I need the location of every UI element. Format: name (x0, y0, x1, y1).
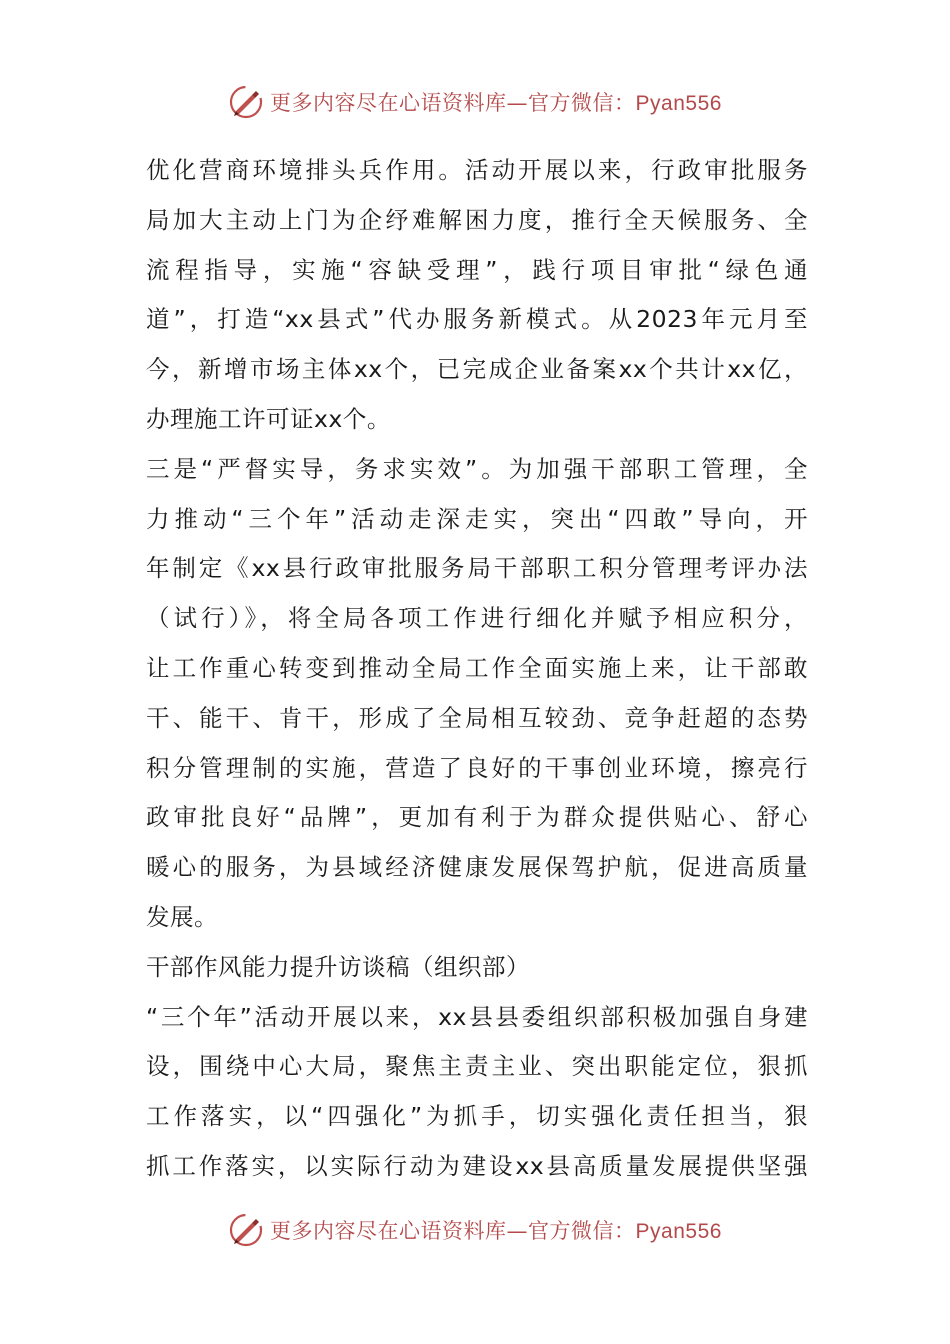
text-line: 发展。 (146, 902, 218, 931)
text-line: 今，新增市场主体xx个，已完成企业备案xx个共计xx亿， (146, 355, 808, 384)
watermark-handle: Pyan556 (635, 92, 722, 115)
text-line: “三个年”活动开展以来，xx县县委组织部积极加强自身建 (146, 1002, 808, 1031)
paragraph-2 (146, 445, 808, 943)
text-line: 优化营商环境排头兵作用。活动开展以来，行政审批服务 (146, 156, 808, 184)
pen-logo-icon (228, 84, 264, 120)
text-line: 办理施工许可证xx个。 (146, 404, 391, 433)
text-line: 道”，打造“xx县式”代办服务新模式。从2023年元月至 (146, 305, 808, 334)
paragraph-3 (146, 993, 808, 1192)
document-body (146, 146, 808, 1192)
text-line: 三是“严督实导，务求实效”。为加强干部职工管理，全 (146, 454, 808, 483)
section-heading: 干部作风能力提升访谈稿（组织部） (146, 952, 530, 981)
text-line: 暖心的服务，为县域经济健康发展保驾护航，促进高质量 (146, 853, 808, 882)
watermark-text: 更多内容尽在心语资料库—官方微信：Pyan556 (270, 1219, 722, 1243)
text-line: 局加大主动上门为企纾难解困力度，推行全天候服务、全 (146, 205, 808, 234)
text-line: 政审批良好“品牌”，更加有利于为群众提供贴心、舒心 (146, 803, 808, 832)
watermark-banner-bottom (0, 1208, 950, 1252)
watermark-handle: Pyan556 (635, 1220, 722, 1243)
text-line: 积分管理制的实施，营造了良好的干事创业环境，擦亮行 (146, 753, 808, 782)
pen-logo-icon (228, 1212, 264, 1248)
paragraph-1 (146, 146, 808, 445)
watermark-banner-top (0, 80, 950, 124)
text-line: 让工作重心转变到推动全局工作全面实施上来，让干部敢 (146, 653, 808, 682)
watermark-text: 更多内容尽在心语资料库—官方微信：Pyan556 (270, 91, 722, 115)
text-line: 流程指导，实施“容缺受理”，践行项目审批“绿色通 (146, 255, 808, 284)
text-line: 工作落实，以“四强化”为抓手，切实强化责任担当，狠 (146, 1102, 808, 1131)
text-line: （试行）》，将全局各项工作进行细化并赋予相应积分， (146, 604, 808, 633)
text-line: 抓工作落实，以实际行动为建设xx县高质量发展提供坚强 (146, 1151, 808, 1180)
text-line: 干、能干、肯干，形成了全局相互较劲、竞争赶超的态势 (146, 703, 808, 732)
text-line: 年制定《xx县行政审批服务局干部职工积分管理考评办法 (146, 554, 808, 583)
text-line: 力推动“三个年”活动走深走实，突出“四敢”导向，开 (146, 504, 808, 533)
text-line: 设，围绕中心大局，聚焦主责主业、突出职能定位，狠抓 (146, 1052, 808, 1081)
